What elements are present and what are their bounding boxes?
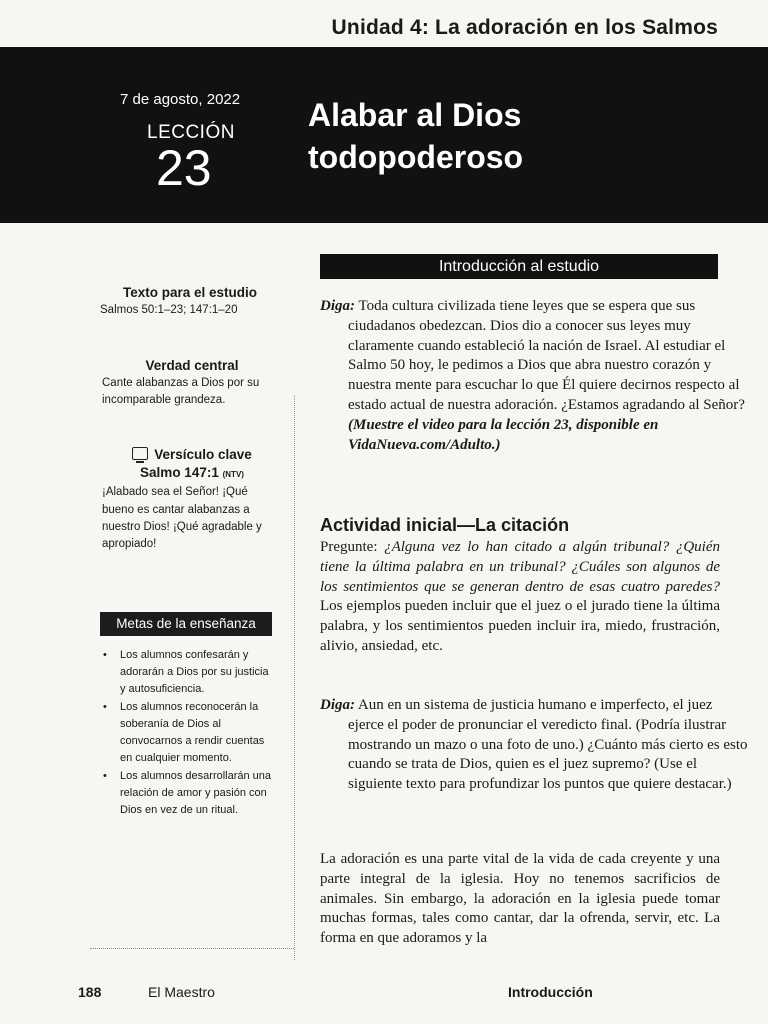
book-name: El Maestro (148, 984, 215, 1000)
activity-title: Actividad inicial—La citación (320, 515, 570, 535)
say-text: Aun en un sistema de justicia humano e imperfecto, el juez ejerce el poder de pronunciar el veredicto final. (Podría ilustrar mostrando un mazo o una foto de uno.) ¿Cuánto más cierto es esto cuando se trata de Dios, quien es el juez supremo? (Use el siguiente texto para profundizar los puntos que quiere destacar.) (348, 697, 748, 793)
page-number: 188 (78, 984, 102, 1000)
study-text-refs: Salmos 50:1–23; 147:1–20 (100, 304, 238, 316)
activity-text: Los ejemplos pueden incluir que el juez o el jurado tiene la última palabra, y los sentimientos pueden incluir ira, miedo, frustración, alivio, ansiedad, etc. (320, 598, 720, 654)
central-truth-title: Verdad central (145, 358, 239, 373)
central-truth-block (102, 358, 282, 410)
key-verse-ref: Salmo 147:1 (140, 465, 219, 481)
list-item: • Los alumnos desarrollarán una relación de amor y pasión con Dios en vez de un ritual. (100, 768, 272, 819)
activity-question: ¿Alguna vez lo han citado a algún tribunal? ¿Quién tiene la última palabra en un tribunal? ¿Cuáles son algunos de los sentimientos que se generan dentro de esas cuatro paredes? (320, 539, 720, 595)
activity-paragraph (320, 538, 720, 657)
list-item: • Los alumnos reconocerán la soberanía de Dios al convocarnos a rendir cuentas en cualquier momento. (100, 699, 272, 767)
say-label: Diga: (320, 697, 355, 713)
goals-list (100, 647, 272, 820)
video-instruction: (Muestre el video para la lección 23, disponible en VidaNueva.com/Adulto.) (348, 416, 659, 453)
key-verse-version: (NTV) (222, 470, 244, 480)
unit-title: Unidad 4: La adoración en los Salmos (331, 16, 718, 39)
study-text-block (100, 285, 280, 319)
intro-text: Toda cultura civilizada tiene leyes que se espera que sus ciudadanos obedezcan. Dios dio a conocer sus leyes muy claramente cuando estableció la nación de Israel. Al estudiar el Salmo 50 hoy, le pedimos a Dios que abra nuestro corazón y nuestra mente para escuchar lo que Él quiere decirnos respecto al estado actual de nuestra adoración. ¿Estamos agradando al Señor? (348, 298, 745, 413)
lesson-banner (0, 47, 768, 223)
goals-title: Metas de la enseñanza (100, 612, 272, 636)
body-paragraph: La adoración es una parte vital de la vida de cada creyente y una parte integral de la iglesia. Hoy no tenemos sacrificios de animales. Sin embargo, la adoración en la iglesia puede tomar muchas formas, tales como cantar, dar la ofrenda, servir, etc. La forma en que adoramos y la (320, 851, 720, 947)
lesson-date: 7 de agosto, 2022 (120, 91, 241, 108)
say-paragraph (320, 696, 748, 795)
lesson-title (308, 95, 523, 178)
central-truth-text: Cante alabanzas a Dios por su incomparable grandeza. (102, 377, 260, 407)
intro-section-title: Introducción al estudio (320, 254, 718, 279)
list-item: • Los alumnos confesarán y adorarán a Dios por su justicia y autosuficiencia. (100, 647, 272, 698)
lesson-title-line2: todopoderoso (308, 138, 524, 175)
column-divider (294, 395, 295, 960)
section-name: Introducción (508, 984, 593, 1000)
key-verse-block (102, 446, 282, 553)
say-label: Diga: (320, 298, 355, 314)
study-text-title: Texto para el estudio (122, 285, 258, 300)
ask-label: Pregunte: (320, 539, 385, 555)
key-verse-text: ¡Alabado sea el Señor! ¡Qué bueno es cantar alabanzas a nuestro Dios! ¡Qué agradable y apropiado! (102, 486, 262, 551)
lesson-number: 23 (156, 140, 212, 196)
key-verse-title: Versículo clave (154, 447, 252, 462)
lesson-label: LECCIÓN (147, 122, 235, 143)
lesson-title-line1: Alabar al Dios (308, 97, 522, 133)
intro-paragraph (320, 297, 748, 455)
bottom-divider (90, 948, 294, 949)
screen-icon (132, 447, 148, 460)
